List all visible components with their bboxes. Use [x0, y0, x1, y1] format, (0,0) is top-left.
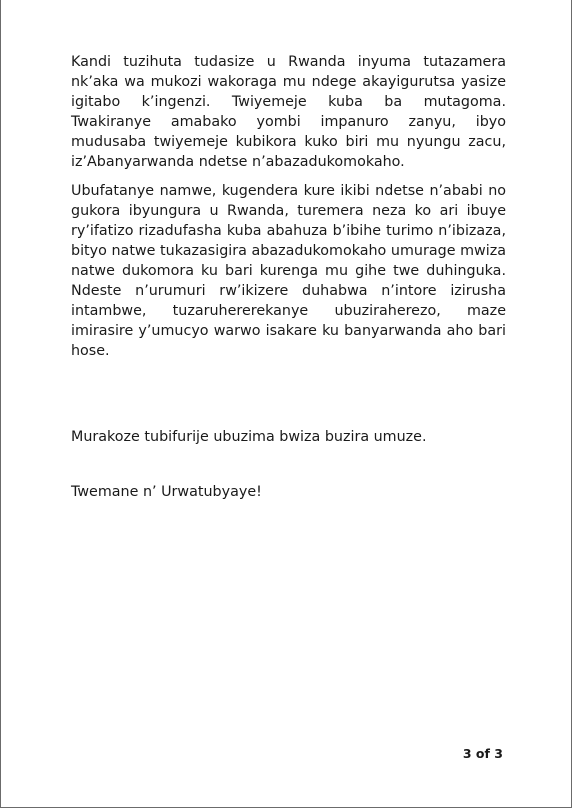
paragraph-1: Kandi tuzihuta tudasize u Rwanda inyuma tutazamera nk’aka wa mukozi wakoraga mu ndege akayigurutsa yasize igitabo k’ingenzi. Twiyemeje kuba ba mutagoma. Twakiranye amabako yombi impanuro zanyu, ibyo mudusaba twiyemeje kubikora kuko biri mu nyungu zacu, iz’Abanyarwanda ndetse n’abazadukomokaho.	[71, 54, 506, 170]
closing-signoff: Twemane n’ Urwatubyaye!	[71, 484, 262, 500]
body-text	[71, 52, 506, 361]
paragraph-2: Ubufatanye namwe, kugendera kure ikibi ndetse n’ababi no gukora ibyungura u Rwanda, turemera neza ko ari ibuye ry’ifatizo rizadufasha kuba abahuza b’ibihe turimo n’ibizaza, bityo natwe tukazasigira abazadukomokaho umurage mwiza natwe dukomora ku bari kurenga mu gihe twe duhinguka. Ndeste n’urumuri rw’ikizere duhabwa n’intore izirusha intambwe, tuzaruhererekanye ubuziraherezo, maze imirasire y’umucyo warwo isakare ku banyarwanda aho bari hose.	[71, 183, 506, 359]
closing-thanks: Murakoze tubifurije ubuzima bwiza buzira umuze.	[71, 429, 427, 445]
page-number: 3 of 3	[462, 746, 503, 761]
